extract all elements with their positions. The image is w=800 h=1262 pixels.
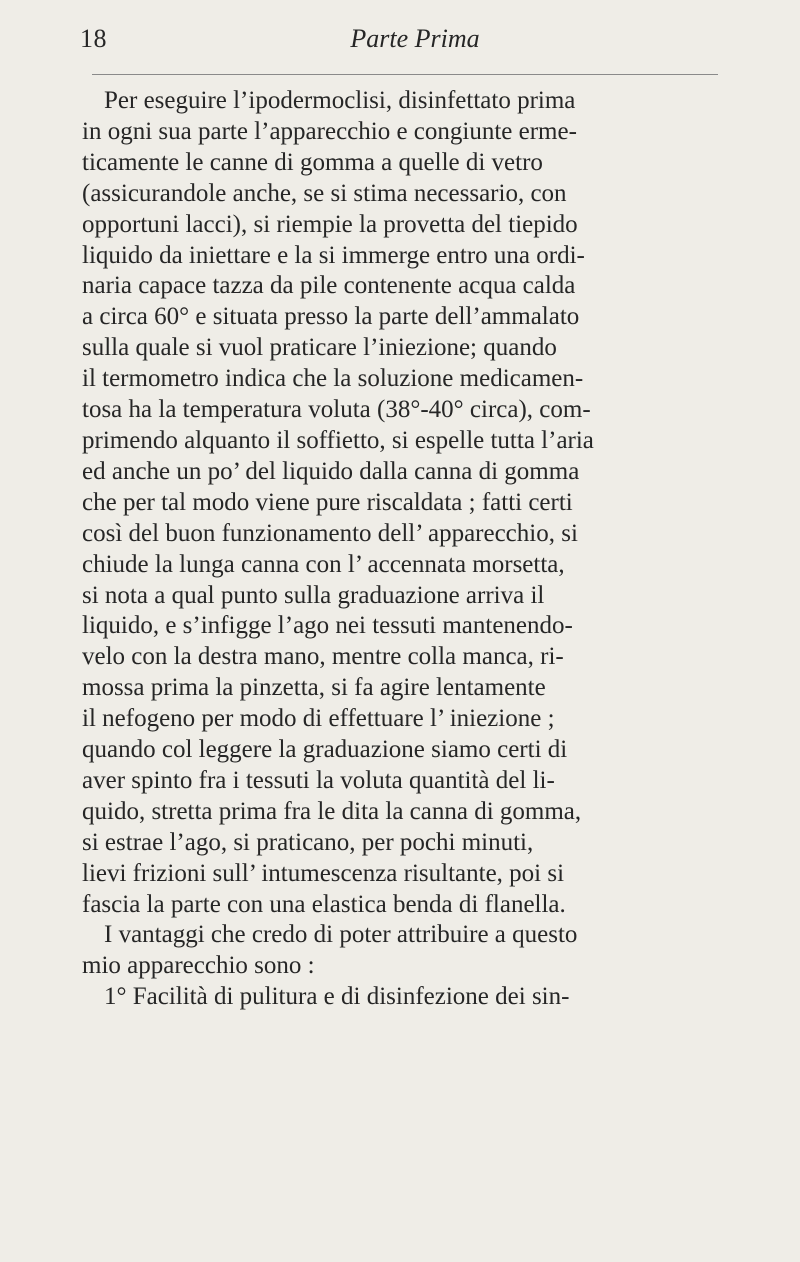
- text-line: aver spinto fra i tessuti la voluta quantità del li-: [82, 766, 555, 794]
- text-line: 1° Facilità di pulitura e di disinfezione dei sin-: [104, 983, 570, 1011]
- text-line: ed anche un po’ del liquido dalla canna di gomma: [82, 457, 580, 485]
- text-line: (assicurandole anche, se si stima necessario, con: [82, 179, 567, 207]
- text-line: si estrae l’ago, si praticano, per pochi minuti,: [82, 828, 534, 856]
- text-line: liquido, e s’infigge l’ago nei tessuti mantenendo-: [82, 612, 573, 640]
- text-line: in ogni sua parte l’apparecchio e congiunte erme-: [82, 117, 577, 145]
- page-header: [80, 24, 720, 60]
- text-line: primendo alquanto il soffietto, si espelle tutta l’aria: [82, 426, 594, 454]
- body-text: [82, 86, 702, 1013]
- text-line: Per eseguire l’ipodermoclisi, disinfettato prima: [104, 87, 576, 114]
- text-line: naria capace tazza da pile contenente acqua calda: [82, 272, 576, 300]
- header-rule: [92, 74, 718, 75]
- text-line: così del buon funzionamento dell’ apparecchio, si: [82, 519, 578, 547]
- text-line: mio apparecchio sono :: [82, 952, 315, 980]
- text-line: che per tal modo viene pure riscaldata ; fatti certi: [82, 488, 573, 516]
- text-line: si nota a qual punto sulla graduazione arriva il: [82, 581, 545, 609]
- text-line: opportuni lacci), si riempie la provetta del tiepido: [82, 210, 578, 238]
- text-line: il nefogeno per modo di effettuare l’ iniezione ;: [82, 705, 555, 733]
- text-line: mossa prima la pinzetta, si fa agire lentamente: [82, 674, 546, 702]
- text-line: ticamente le canne di gomma a quelle di vetro: [82, 148, 543, 176]
- text-line: velo con la destra mano, mentre colla manca, ri-: [82, 643, 564, 671]
- text-line: I vantaggi che credo di poter attribuire a questo: [104, 921, 578, 949]
- text-line: fascia la parte con una elastica benda di flanella.: [82, 890, 566, 918]
- running-title: Parte Prima: [350, 24, 480, 53]
- text-line: sulla quale si vuol praticare l’iniezione; quando: [82, 334, 557, 362]
- text-line: chiude la lunga canna con l’ accennata morsetta,: [82, 550, 565, 578]
- text-line: il termometro indica che la soluzione medicamen-: [82, 365, 584, 393]
- page-number: 18: [80, 24, 107, 53]
- text-line: tosa ha la temperatura voluta (38°-40° circa), com-: [82, 396, 591, 424]
- text-line: lievi frizioni sull’ intumescenza risultante, poi si: [82, 859, 565, 887]
- text-line: liquido da iniettare e la si immerge entro una ordi-: [82, 241, 585, 269]
- text-line: quando col leggere la graduazione siamo certi di: [82, 736, 568, 764]
- text-line: quido, stretta prima fra le dita la canna di gomma,: [82, 797, 582, 825]
- text-line: a circa 60° e situata presso la parte dell’ammalato: [82, 303, 580, 331]
